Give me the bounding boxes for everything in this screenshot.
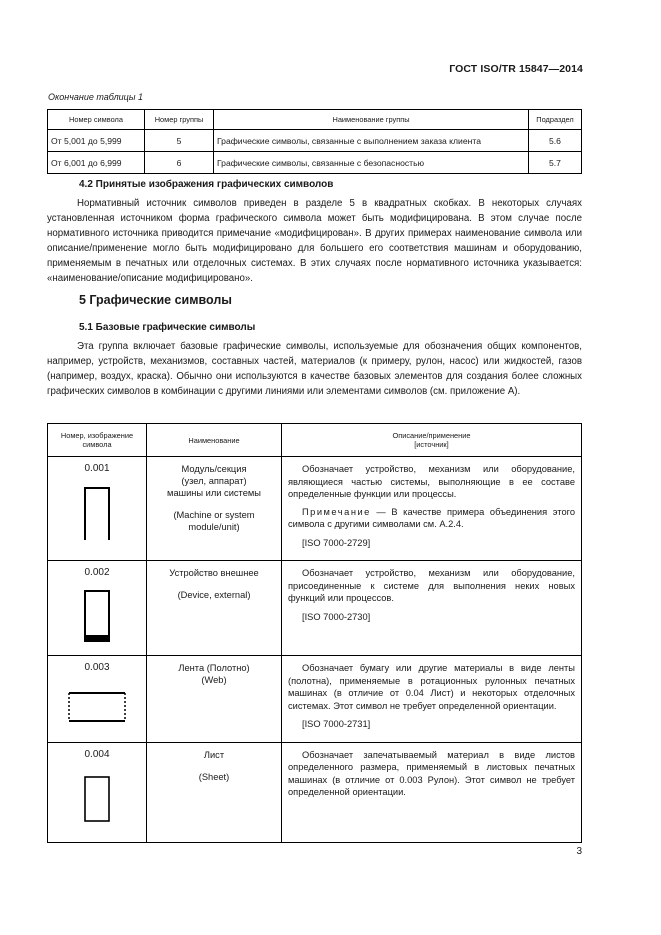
table-row [48, 130, 582, 152]
name-line: (Device, external) [177, 590, 251, 600]
header-line: [источник] [414, 440, 449, 449]
symbol-cell [48, 742, 147, 842]
symbol-code: 0.002 [84, 567, 110, 578]
table-row [48, 561, 582, 656]
header-line: Номер, изображение [60, 431, 134, 440]
header-line: Описание/применение [392, 431, 471, 440]
symbol-description [282, 742, 582, 842]
column-header: Наименование группы [214, 110, 529, 130]
paragraph-text: Нормативный источник символов приведен в разделе 5 в квадратных скобках. В некоторых случаях установленная источником форма графического символа может быть модифицирована. В этом случае после нормативного источника приводится примечание «модифицирован». В других примерах наименование символа или описание/применение могло быть модифицировано для большего его соответствия машинам и оборудованию, применяемым в печатных или отделочных системах. В этих случаях после нормативного источника указывается: «наименование/описание модифицировано». [47, 198, 582, 285]
note-text: — В качестве примера объединения этого символа с другими символами см. А.2.4. [288, 506, 575, 529]
name-line: Модуль/секция [181, 464, 247, 474]
column-header: Наименование [147, 424, 282, 457]
table-cell: 5 [145, 130, 214, 152]
group-table [47, 109, 582, 174]
symbol-description [282, 457, 582, 561]
table-cell: От 6,001 до 6,999 [48, 152, 145, 174]
column-header [282, 424, 582, 457]
chapter-heading: 5 Графические символы [79, 293, 232, 307]
description-text: Обозначает запечатываемый материал в виде листов определенного размера, применяемый в листовых печатных машинах (в отличие от 0.003 Рулон). Этот символ не требует определенной ориентации. [288, 749, 575, 797]
section-heading: 5.1 Базовые графические символы [79, 322, 256, 333]
table-header-row [48, 110, 582, 130]
name-line: (Machine or system [173, 510, 255, 520]
table-cell: Графические символы, связанные с безопасностью [214, 152, 529, 174]
symbol-name [147, 457, 282, 561]
web-symbol-icon [67, 687, 127, 727]
column-header [48, 424, 147, 457]
section-paragraph [47, 339, 582, 399]
symbol-code: 0.003 [84, 662, 110, 673]
note-label: Примечание [302, 506, 371, 517]
symbol-description [282, 561, 582, 656]
name-line: (Sheet) [198, 771, 230, 782]
column-header: Номер группы [145, 110, 214, 130]
table-cell: 5.7 [529, 152, 582, 174]
column-header: Номер символа [48, 110, 145, 130]
table-cell: 5.6 [529, 130, 582, 152]
symbol-cell [48, 457, 147, 561]
description-text: Обозначает устройство, механизм или оборудование, являющиеся частью системы, выполняющие в ее составе определенные функции или процессы. [288, 464, 575, 499]
symbol-code: 0.001 [84, 463, 110, 474]
paragraph-text: Эта группа включает базовые графические символы, используемые для обозначения общих компонентов, например, устройств, механизмов, составных частей, материалов (к примеру, рулон, насос) или жидкостей, газов (например, воздух, краска). Обычно они используются в качестве базовых элементов для создания более сложных графических символов в комбинации с другими линиями или элементами символов (см. приложение А). [47, 341, 582, 398]
table-cell: От 5,001 до 5,999 [48, 130, 145, 152]
page-number: 3 [576, 846, 582, 857]
description-text: Обозначает устройство, механизм или оборудование, присоединенные к системе для выполнения неких новых функций или процессов. [288, 568, 575, 603]
external-device-symbol-icon [81, 588, 113, 644]
symbol-name [147, 561, 282, 656]
table-row [48, 656, 582, 743]
symbol-code: 0.004 [84, 748, 110, 760]
table-header-row [48, 424, 582, 457]
symbol-cell [48, 561, 147, 656]
source-reference: [ISO 7000-2729] [302, 537, 371, 548]
header-line: символа [82, 440, 112, 449]
column-header: Подраздел [529, 110, 582, 130]
section-paragraph [47, 196, 582, 287]
symbol-cell [48, 656, 147, 743]
table-caption: Окончание таблицы 1 [48, 92, 143, 102]
symbol-name [147, 656, 282, 743]
table-row [48, 457, 582, 561]
section-heading: 4.2 Принятые изображения графических символов [79, 179, 334, 190]
name-line: Лист [203, 749, 225, 760]
table-row [48, 152, 582, 174]
name-line: (Web) [201, 675, 227, 685]
symbols-table [47, 423, 582, 843]
source-reference: [ISO 7000-2730] [302, 611, 371, 622]
symbol-description [282, 656, 582, 743]
table-row [48, 742, 582, 842]
source-reference: [ISO 7000-2731] [302, 719, 371, 729]
table-cell: 6 [145, 152, 214, 174]
name-line: (узел, аппарат) [181, 476, 247, 486]
module-unit-symbol-icon [81, 484, 113, 540]
document-id: ГОСТ ISO/TR 15847—2014 [449, 63, 583, 75]
description-text: Обозначает бумагу или другие материалы в виде ленты (полотна), применяемые в ротационных рулонных печатных машинах (в отличие от 0.04 Лист) и некоторых отделочных системах. Этот символ не требует определенной ориентации. [288, 663, 575, 711]
name-line: module/unit) [188, 522, 240, 532]
name-line: Лента (Полотно) [178, 663, 250, 673]
symbol-name [147, 742, 282, 842]
name-line: машины или системы [167, 488, 261, 498]
name-line: Устройство внешнее [169, 568, 259, 578]
sheet-symbol-icon [82, 774, 112, 824]
table-cell: Графические символы, связанные с выполнением заказа клиента [214, 130, 529, 152]
